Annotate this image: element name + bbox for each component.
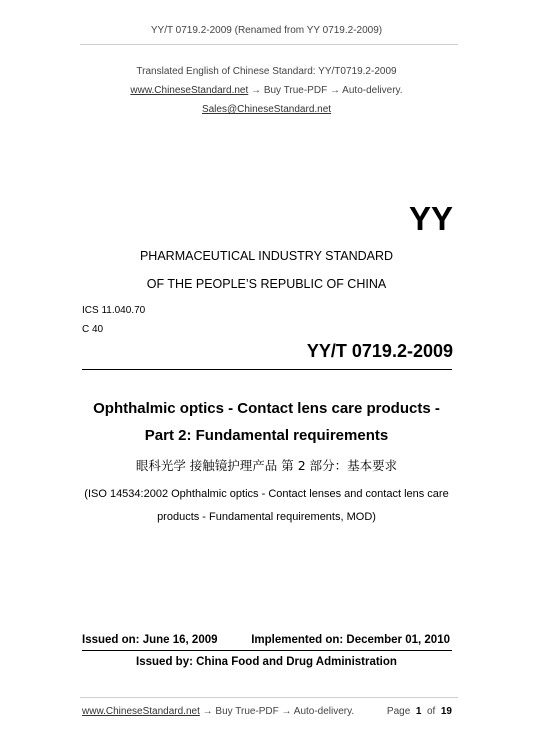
page-current: 1 <box>415 706 422 717</box>
agency-line-2: OF THE PEOPLE’S REPUBLIC OF CHINA <box>146 277 387 291</box>
standard-number: YY/T 0719.2-2009 <box>306 341 453 361</box>
issued-on: Issued on: June 16, 2009 <box>82 634 218 646</box>
title-line-2: Part 2: Fundamental requirements <box>144 427 389 444</box>
page-word: Page <box>386 706 411 717</box>
translated-notice: Translated English of Chinese Standard: YY/T0719.2-2009 <box>136 66 397 77</box>
email-line <box>0 104 533 115</box>
iso-line-1: (ISO 14534:2002 Ophthalmic optics - Contact lenses and contact lens care <box>84 488 449 500</box>
iso-line-2: products - Fundamental requirements, MOD) <box>157 511 376 523</box>
issue-divider <box>82 650 452 651</box>
standard-code-large: YY <box>408 200 453 237</box>
ccs-code: C 40 <box>82 324 104 335</box>
page-total: 19 <box>440 706 452 717</box>
title-line-1: Ophthalmic optics - Contact lens care products - <box>93 400 440 417</box>
footer-buy-text: → Buy True-PDF → Auto-delivery. <box>199 706 355 717</box>
site-link[interactable]: www.ChineseStandard.net <box>130 85 249 96</box>
implemented-on: Implemented on: December 01, 2010 <box>251 634 450 646</box>
footer-site-link[interactable]: www.ChineseStandard.net <box>82 706 200 717</box>
standard-divider <box>82 369 452 370</box>
agency-line-1: PHARMACEUTICAL INDUSTRY STANDARD <box>139 249 394 263</box>
page-indicator <box>387 706 452 717</box>
header-divider <box>80 44 458 45</box>
page-of: of <box>426 706 436 717</box>
footer-divider <box>80 697 458 698</box>
ics-code: ICS 11.040.70 <box>82 305 146 316</box>
buy-text: → Buy True-PDF → Auto-delivery. <box>251 85 403 96</box>
running-header: YY/T 0719.2-2009 (Renamed from YY 0719.2-2009) <box>150 25 383 36</box>
footer-buy-line <box>82 706 354 717</box>
title-chinese: 眼科光学 接触镜护理产品 第 2 部分：基本要求 <box>135 458 398 473</box>
email-link[interactable]: Sales@ChineseStandard.net <box>201 104 332 115</box>
buy-line <box>0 85 533 96</box>
issued-by: Issued by: China Food and Drug Administration <box>136 656 397 668</box>
